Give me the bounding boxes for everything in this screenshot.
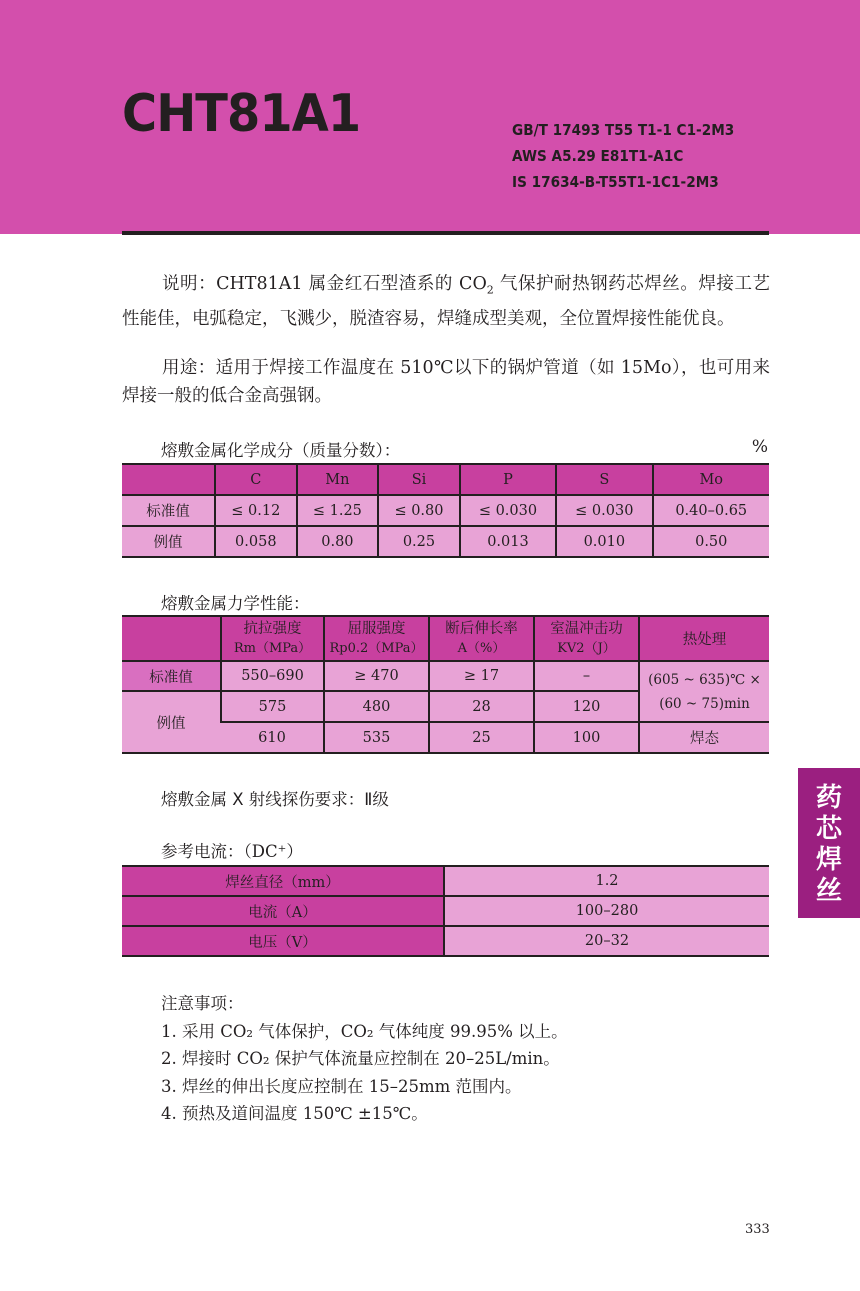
mech-col-a <box>429 616 534 661</box>
mech-cell: 550–690 <box>221 661 324 691</box>
mech-heading: 熔敷金属力学性能： <box>161 594 310 613</box>
mech-col-rp-l1: 屈服强度 <box>347 620 406 637</box>
mech-cell: 535 <box>324 722 429 753</box>
mech-col-kv <box>534 616 639 661</box>
current-value: 100–280 <box>444 896 769 926</box>
category-tab-text: 药芯焊丝 <box>815 783 842 906</box>
heat-line1: (605 ~ 635)℃ × <box>648 671 761 688</box>
heat-line2: (60 ~ 75)min <box>659 695 750 712</box>
mech-col-kv-l2: KV2（J） <box>557 640 616 656</box>
chem-unit: % <box>751 437 768 457</box>
notes-heading: 注意事项： <box>161 994 244 1013</box>
mech-heat-treatment <box>639 661 769 722</box>
usage-paragraph <box>122 354 770 410</box>
current-dc: （DC⁺） <box>243 842 303 861</box>
current-row <box>122 926 769 956</box>
notes-section <box>161 990 568 1128</box>
description-sub: 2 <box>486 283 494 297</box>
usage-lead: 用途： <box>162 358 216 378</box>
chem-heading: 熔敷金属化学成分（质量分数）： <box>161 441 401 460</box>
mech-col-rm-l2: Rm（MPa） <box>233 640 312 656</box>
mech-col-a-l1: 断后伸长率 <box>445 620 518 637</box>
chem-corner <box>122 464 215 495</box>
chem-row-example <box>122 526 769 557</box>
chem-cell: 0.058 <box>215 526 297 557</box>
mech-cell: ≥ 17 <box>429 661 534 691</box>
current-label: 电流（A） <box>122 896 444 926</box>
mech-cell: 120 <box>534 691 639 722</box>
current-label: 焊丝直径（mm） <box>122 866 444 896</box>
chem-col-c: C <box>215 464 297 495</box>
chem-table <box>122 463 769 558</box>
chem-col-s: S <box>556 464 652 495</box>
chem-row-label: 标准值 <box>122 495 215 526</box>
current-value: 1.2 <box>444 866 769 896</box>
mech-header-row <box>122 616 769 661</box>
mech-row-standard <box>122 661 769 691</box>
chem-cell: 0.80 <box>297 526 379 557</box>
chem-cell: ≤ 0.80 <box>378 495 460 526</box>
chem-cell: 0.50 <box>653 526 770 557</box>
chem-col-si: Si <box>378 464 460 495</box>
mech-col-rm-l1: 抗拉强度 <box>243 620 302 637</box>
mech-cell: 480 <box>324 691 429 722</box>
description-text-b: 气保护耐热钢药芯焊丝。焊接工艺性能佳，电弧稳定，飞溅少，脱渣容易，焊缝成型美观，全位置焊接性能优良。 <box>122 274 771 329</box>
current-row <box>122 896 769 926</box>
current-heading <box>161 838 303 862</box>
description-paragraph <box>122 270 770 333</box>
chem-row-label: 例值 <box>122 526 215 557</box>
mech-cell: 575 <box>221 691 324 722</box>
mech-col-rp-l2: Rp0.2（MPa） <box>329 640 424 656</box>
description-text-a: CHT81A1 属金红石型渣系的 CO <box>216 274 487 294</box>
chem-header-row <box>122 464 769 495</box>
mech-col-a-l2: A（%） <box>457 640 506 656</box>
usage-text: 适用于焊接工作温度在 510℃以下的锅炉管道（如 15Mo），也可用来焊接一般的低合金高强钢。 <box>122 358 771 406</box>
chem-cell: 0.013 <box>460 526 556 557</box>
chem-cell: ≤ 0.030 <box>460 495 556 526</box>
chem-cell: 0.40–0.65 <box>653 495 770 526</box>
current-table <box>122 865 769 957</box>
mech-cell: – <box>534 661 639 691</box>
chem-cell: ≤ 0.030 <box>556 495 652 526</box>
mech-col-rm <box>221 616 324 661</box>
mech-table <box>122 615 769 754</box>
page-number: 333 <box>745 1222 770 1237</box>
mech-cell: 28 <box>429 691 534 722</box>
chem-cell: 0.25 <box>378 526 460 557</box>
current-heading-text: 参考电流： <box>161 842 244 861</box>
chem-cell: ≤ 1.25 <box>297 495 379 526</box>
category-tab <box>798 768 860 918</box>
description-lead: 说明： <box>162 274 217 294</box>
mech-col-kv-l1: 室温冲击功 <box>550 620 623 637</box>
chem-col-p: P <box>460 464 556 495</box>
note-item: 3. 焊丝的伸出长度应控制在 15–25mm 范围内。 <box>161 1076 522 1096</box>
note-item: 1. 采用 CO₂ 气体保护，CO₂ 气体纯度 99.95% 以上。 <box>161 1021 568 1041</box>
chem-col-mn: Mn <box>297 464 379 495</box>
header-band <box>0 0 860 234</box>
xray-requirement: 熔敷金属 X 射线探伤要求：Ⅱ级 <box>161 790 389 809</box>
mech-cell: 焊态 <box>639 722 769 753</box>
product-title: CHT81A1 <box>122 84 361 144</box>
current-value: 20–32 <box>444 926 769 956</box>
mech-cell: 610 <box>221 722 324 753</box>
current-label: 电压（V） <box>122 926 444 956</box>
chem-col-mo: Mo <box>653 464 770 495</box>
header-rule <box>122 231 769 235</box>
chem-cell: ≤ 0.12 <box>215 495 297 526</box>
standard-gb: GB/T 17493 T55 T1-1 C1-2M3 <box>512 121 735 139</box>
note-item: 4. 预热及道间温度 150℃ ±15℃。 <box>161 1104 428 1123</box>
standard-is: IS 17634-B-T55T1-1C1-2M3 <box>512 173 719 191</box>
mech-col-rp <box>324 616 429 661</box>
mech-col-heat: 热处理 <box>639 616 769 661</box>
mech-cell: ≥ 470 <box>324 661 429 691</box>
standard-aws: AWS A5.29 E81T1-A1C <box>512 147 684 165</box>
note-item: 2. 焊接时 CO₂ 保护气体流量应控制在 20–25L/min。 <box>161 1049 560 1068</box>
mech-row-label: 例值 <box>122 691 221 753</box>
chem-row-standard <box>122 495 769 526</box>
mech-corner <box>122 616 221 661</box>
mech-cell: 25 <box>429 722 534 753</box>
current-row <box>122 866 769 896</box>
mech-cell: 100 <box>534 722 639 753</box>
chem-cell: 0.010 <box>556 526 652 557</box>
standards-list <box>512 117 734 195</box>
mech-row-label: 标准值 <box>122 661 221 691</box>
